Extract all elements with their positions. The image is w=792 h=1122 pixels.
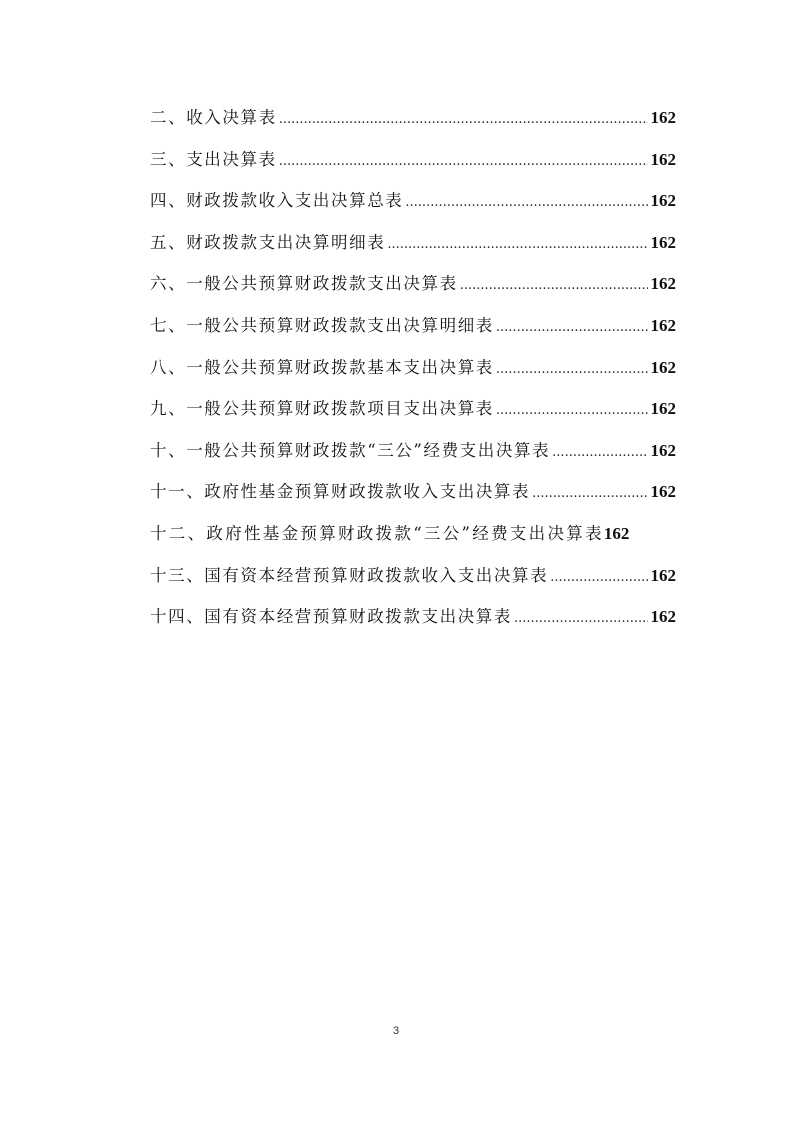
toc-entry-title: 十三、国有资本经营预算财政拨款收入支出决算表 — [150, 565, 549, 585]
toc-entry[interactable] — [150, 229, 676, 271]
toc-entry-title: 十四、国有资本经营预算财政拨款支出决算表 — [150, 607, 512, 627]
toc-entry-title: 七、一般公共预算财政拨款支出决算明细表 — [150, 315, 494, 335]
toc-entry-title: 二、收入决算表 — [150, 108, 277, 127]
toc-entry-page: 162 — [650, 440, 676, 460]
toc-entry-title: 三、支出决算表 — [150, 149, 277, 169]
toc-entry-page: 162 — [650, 315, 676, 335]
toc-entry-page: 162 — [650, 191, 676, 211]
toc-entry-page: 162 — [603, 523, 630, 543]
toc-entry-page: 162 — [650, 357, 676, 377]
toc-entry-page: 162 — [650, 232, 676, 252]
toc-entry-title: 四、财政拨款收入支出决算总表 — [150, 191, 404, 211]
toc-entry-title: 八、一般公共预算财政拨款基本支出决算表 — [150, 357, 494, 377]
toc-dot-leader — [279, 154, 648, 169]
toc-dot-leader — [532, 486, 647, 501]
toc-entry-title: 五、财政拨款支出决算明细表 — [150, 232, 386, 252]
toc-dot-leader — [552, 445, 647, 460]
toc-entry-title: 十、一般公共预算财政拨款“三公”经费支出决算表 — [150, 440, 551, 460]
toc-entry-title: 九、一般公共预算财政拨款项目支出决算表 — [150, 399, 494, 419]
toc-entry[interactable] — [150, 312, 676, 354]
toc-entry[interactable] — [150, 437, 676, 479]
toc-dot-leader — [405, 195, 647, 210]
toc-entry[interactable] — [150, 603, 676, 645]
toc-dot-leader — [387, 237, 647, 252]
toc-entry-title: 十二、政府性基金预算财政拨款“三公”经费支出决算表 — [150, 523, 604, 543]
toc-entry[interactable] — [150, 146, 676, 188]
toc-entry[interactable] — [150, 395, 676, 437]
table-of-contents — [150, 104, 676, 645]
toc-dot-leader — [496, 403, 648, 418]
toc-entry[interactable] — [150, 562, 676, 604]
toc-entry-page: 162 — [650, 399, 676, 419]
toc-entry-page: 162 — [650, 149, 676, 169]
toc-dot-leader — [279, 112, 648, 127]
toc-entry-title: 十一、政府性基金预算财政拨款收入支出决算表 — [150, 482, 531, 502]
toc-dot-leader — [496, 320, 648, 335]
page-number: 3 — [392, 1025, 400, 1037]
toc-entry-page: 162 — [650, 108, 676, 127]
toc-entry-page: 162 — [650, 274, 676, 294]
toc-entry-page: 162 — [650, 607, 676, 627]
toc-entry[interactable] — [150, 187, 676, 229]
toc-entry[interactable] — [150, 104, 676, 146]
toc-entry[interactable] — [150, 270, 676, 312]
toc-entry[interactable] — [150, 478, 676, 520]
toc-entry[interactable] — [150, 354, 676, 396]
toc-entry-page: 162 — [650, 565, 676, 585]
toc-entry[interactable] — [150, 520, 676, 562]
toc-dot-leader — [496, 362, 648, 377]
toc-entry-page: 162 — [650, 482, 676, 502]
toc-dot-leader — [460, 278, 648, 293]
toc-entry-title: 六、一般公共预算财政拨款支出决算表 — [150, 274, 458, 294]
toc-dot-leader — [514, 611, 648, 626]
toc-dot-leader — [550, 570, 647, 585]
